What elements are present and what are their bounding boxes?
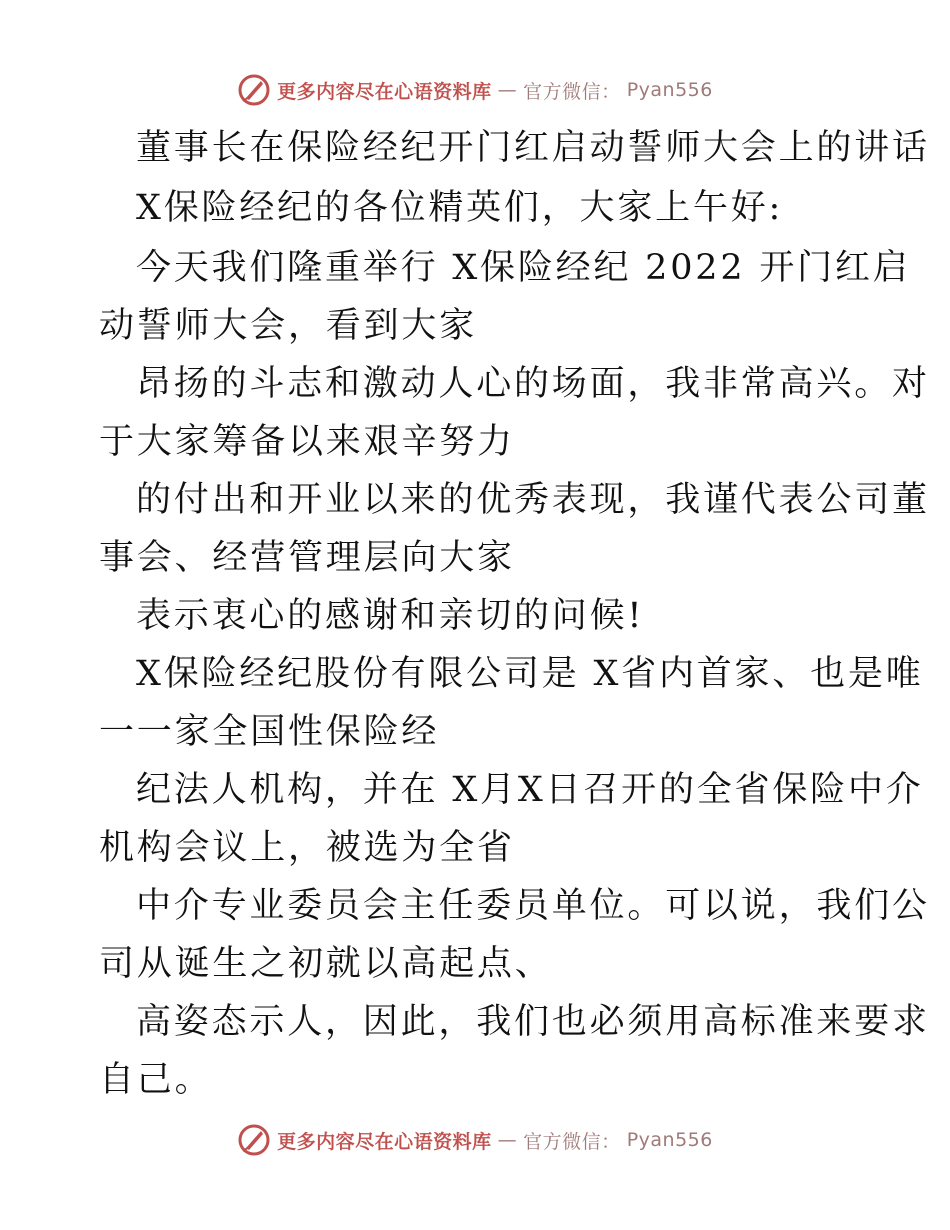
watermark-main-text: 更多内容尽在心语资料库 — [277, 1130, 492, 1153]
watermark-sub-text: 官方微信： — [523, 80, 621, 103]
watermark-sub-text: 官方微信： — [523, 1130, 621, 1153]
paragraph-line: 高姿态示人，因此，我们也必须用高标准来要求 — [136, 1002, 930, 1042]
paragraph-line: 自己。 — [99, 1060, 213, 1100]
document-title: 董事长在保险经纪开门红启动誓师大会上的讲话 — [136, 128, 930, 168]
paragraph-line: 昂扬的斗志和激动人心的场面，我非常高兴。对 — [136, 364, 930, 404]
watermark-account: Pyan556 — [626, 79, 713, 101]
paragraph-line: 事会、经营管理层向大家 — [99, 538, 515, 578]
watermark-dash: — — [497, 1129, 518, 1151]
quill-logo-icon — [237, 1123, 271, 1157]
paragraph-line: X保险经纪的各位精英们，大家上午好: — [136, 188, 784, 228]
watermark-main-text: 更多内容尽在心语资料库 — [277, 80, 492, 103]
paragraph-line: 一一家全国性保险经 — [99, 712, 440, 752]
watermark-footer — [0, 1120, 950, 1160]
quill-logo-icon — [237, 73, 271, 107]
paragraph-line: X保险经纪股份有限公司是 X省内首家、也是唯 — [136, 654, 924, 694]
watermark-dash: — — [497, 79, 518, 101]
paragraph-line: 表示衷心的感谢和亲切的问候! — [136, 596, 645, 636]
paragraph-line: 的付出和开业以来的优秀表现，我谨代表公司董 — [136, 480, 930, 520]
watermark-header — [0, 70, 950, 110]
paragraph-line: 司从诞生之初就以高起点、 — [99, 944, 553, 984]
paragraph-line: 动誓师大会，看到大家 — [99, 306, 478, 346]
paragraph-line: 于大家筹备以来艰辛努力 — [99, 422, 515, 462]
paragraph-line: 纪法人机构，并在 X月X日召开的全省保险中介 — [136, 770, 924, 810]
watermark-account: Pyan556 — [626, 1129, 713, 1151]
paragraph-line: 中介专业委员会主任委员单位。可以说，我们公 — [136, 886, 930, 926]
paragraph-line: 机构会议上，被选为全省 — [99, 828, 515, 868]
paragraph-line: 今天我们隆重举行 X保险经纪 2022 开门红启 — [136, 248, 911, 288]
